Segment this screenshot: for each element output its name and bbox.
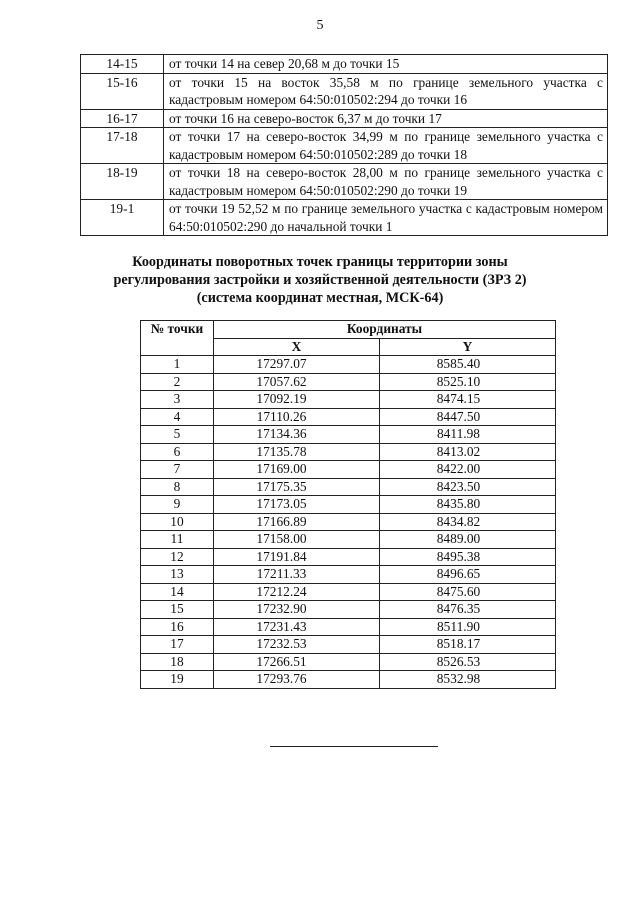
- heading-line-2: регулирования застройки и хозяйственной деятельности (ЗРЗ 2): [113, 272, 527, 288]
- end-divider-line: [270, 746, 438, 747]
- coordinate-row: [141, 671, 556, 689]
- coordinate-y: 8532.98: [380, 671, 556, 689]
- segment-row: [81, 200, 608, 236]
- point-number: 4: [141, 408, 214, 426]
- point-number: 10: [141, 513, 214, 531]
- segment-description: от точки 19 52,52 м по границе земельного участка с кадастровым номером 64:50:010502:290 до начальной точки 1: [164, 200, 608, 236]
- coordinate-y: 8423.50: [380, 478, 556, 496]
- coordinate-row: [141, 531, 556, 549]
- segment-description: от точки 18 на северо-восток 28,00 м по границе земельного участка с кадастровым номером 64:50:010502:290 до точки 19: [164, 164, 608, 200]
- point-number: 6: [141, 443, 214, 461]
- coordinate-x: 17266.51: [214, 653, 380, 671]
- coordinate-row: [141, 408, 556, 426]
- coordinate-row: [141, 548, 556, 566]
- coordinate-y: 8434.82: [380, 513, 556, 531]
- coordinate-row: [141, 391, 556, 409]
- coordinate-x: 17166.89: [214, 513, 380, 531]
- coordinate-x: 17110.26: [214, 408, 380, 426]
- coordinate-y: 8585.40: [380, 356, 556, 374]
- segment-description: от точки 15 на восток 35,58 м по границе земельного участка с кадастровым номером 64:50:010502:294 до точки 16: [164, 73, 608, 109]
- coordinates-heading: [0, 253, 640, 307]
- point-number: 18: [141, 653, 214, 671]
- coordinate-x: 17134.36: [214, 426, 380, 444]
- point-number: 15: [141, 601, 214, 619]
- segment-id: 16-17: [81, 109, 164, 128]
- coordinate-row: [141, 513, 556, 531]
- coordinate-y: 8526.53: [380, 653, 556, 671]
- coordinate-row: [141, 478, 556, 496]
- point-number: 9: [141, 496, 214, 514]
- point-number: 14: [141, 583, 214, 601]
- point-number: 3: [141, 391, 214, 409]
- column-header-point-number: № точки: [141, 321, 214, 356]
- column-header-y: Y: [380, 338, 556, 356]
- coordinate-x: 17173.05: [214, 496, 380, 514]
- heading-line-1: Координаты поворотных точек границы территории зоны: [132, 254, 508, 270]
- coordinate-x: 17057.62: [214, 373, 380, 391]
- point-number: 11: [141, 531, 214, 549]
- coordinate-x: 17092.19: [214, 391, 380, 409]
- segment-description: от точки 17 на северо-восток 34,99 м по границе земельного участка с кадастровым номером 64:50:010502:289 до точки 18: [164, 128, 608, 164]
- point-number: 16: [141, 618, 214, 636]
- coordinate-y: 8489.00: [380, 531, 556, 549]
- segment-row: [81, 164, 608, 200]
- coordinate-x: 17293.76: [214, 671, 380, 689]
- page-number: 5: [316, 18, 324, 33]
- point-number: 19: [141, 671, 214, 689]
- coordinate-row: [141, 461, 556, 479]
- segment-row: [81, 55, 608, 74]
- coordinate-x: 17169.00: [214, 461, 380, 479]
- point-number: 17: [141, 636, 214, 654]
- coordinate-x: 17231.43: [214, 618, 380, 636]
- column-header-x: X: [214, 338, 380, 356]
- segment-row: [81, 109, 608, 128]
- coordinate-y: 8474.15: [380, 391, 556, 409]
- point-number: 7: [141, 461, 214, 479]
- coordinate-x: 17158.00: [214, 531, 380, 549]
- segment-id: 15-16: [81, 73, 164, 109]
- segment-description: от точки 16 на северо-восток 6,37 м до точки 17: [164, 109, 608, 128]
- coordinate-y: 8496.65: [380, 566, 556, 584]
- point-number: 8: [141, 478, 214, 496]
- coordinate-row: [141, 566, 556, 584]
- segment-description: от точки 14 на север 20,68 м до точки 15: [164, 55, 608, 74]
- point-number: 1: [141, 356, 214, 374]
- coordinate-y: 8511.90: [380, 618, 556, 636]
- coordinate-row: [141, 373, 556, 391]
- column-header-coordinates: Координаты: [214, 321, 556, 339]
- segment-id: 17-18: [81, 128, 164, 164]
- coordinate-x: 17232.90: [214, 601, 380, 619]
- coordinate-row: [141, 583, 556, 601]
- coordinates-table: [140, 320, 556, 689]
- coordinate-y: 8435.80: [380, 496, 556, 514]
- coordinate-y: 8475.60: [380, 583, 556, 601]
- segment-id: 18-19: [81, 164, 164, 200]
- coordinate-x: 17297.07: [214, 356, 380, 374]
- coordinate-row: [141, 496, 556, 514]
- coordinate-y: 8525.10: [380, 373, 556, 391]
- coordinate-y: 8518.17: [380, 636, 556, 654]
- heading-line-3: (система координат местная, МСК-64): [196, 290, 444, 306]
- coordinate-y: 8447.50: [380, 408, 556, 426]
- coordinate-y: 8411.98: [380, 426, 556, 444]
- coordinate-y: 8413.02: [380, 443, 556, 461]
- coordinate-y: 8422.00: [380, 461, 556, 479]
- coordinate-x: 17175.35: [214, 478, 380, 496]
- coordinate-x: 17232.53: [214, 636, 380, 654]
- boundary-segments-table: [80, 54, 608, 236]
- coordinate-row: [141, 356, 556, 374]
- coordinate-y: 8495.38: [380, 548, 556, 566]
- coordinate-x: 17211.33: [214, 566, 380, 584]
- coordinate-row: [141, 636, 556, 654]
- point-number: 5: [141, 426, 214, 444]
- coordinate-row: [141, 426, 556, 444]
- coordinate-x: 17212.24: [214, 583, 380, 601]
- coordinate-row: [141, 601, 556, 619]
- point-number: 12: [141, 548, 214, 566]
- segment-row: [81, 128, 608, 164]
- segment-id: 14-15: [81, 55, 164, 74]
- segment-id: 19-1: [81, 200, 164, 236]
- coordinate-x: 17191.84: [214, 548, 380, 566]
- coordinate-row: [141, 653, 556, 671]
- coordinate-row: [141, 618, 556, 636]
- point-number: 2: [141, 373, 214, 391]
- coordinate-x: 17135.78: [214, 443, 380, 461]
- coordinate-row: [141, 443, 556, 461]
- point-number: 13: [141, 566, 214, 584]
- segment-row: [81, 73, 608, 109]
- coordinate-y: 8476.35: [380, 601, 556, 619]
